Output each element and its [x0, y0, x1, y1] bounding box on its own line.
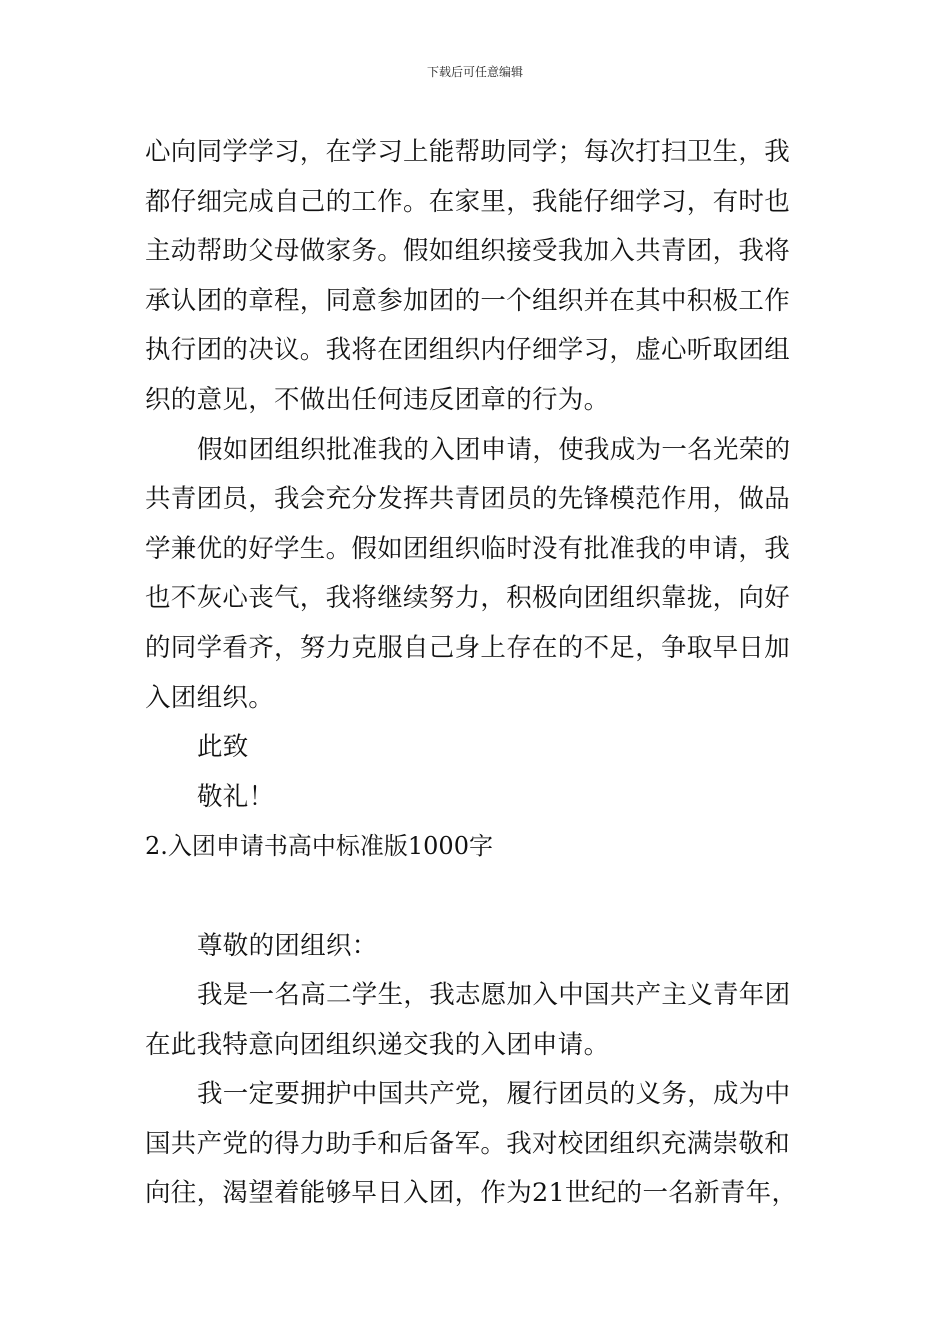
paragraph-line: 也不灰心丧气，我将继续努力，积极向团组织靠拢，向好 [145, 583, 791, 614]
paragraph-line: 主动帮助父母做家务。假如组织接受我加入共青团，我将 [145, 236, 791, 267]
closing-cizhi: 此致 [197, 732, 249, 763]
salutation: 尊敬的团组织： [197, 930, 378, 961]
blank-line [145, 872, 810, 922]
paragraph-line: 在此我特意向团组织递交我的入团申请。 [145, 1029, 610, 1060]
paragraph-line: 共青团员，我会充分发挥共青团员的先锋模范作用，做品 [145, 484, 791, 515]
paragraph-2 [145, 426, 810, 724]
section2-paragraph-2 [145, 1070, 810, 1219]
paragraph-line: 国共产党的得力助手和后备军。我对校团组织充满崇敬和 [145, 1128, 791, 1159]
closing-jingli: 敬礼！ [197, 781, 275, 812]
paragraph-line: 都仔细完成自己的工作。在家里，我能仔细学习，有时也 [145, 186, 791, 217]
paragraph-line: 假如团组织批准我的入团申请，使我成为一名光荣的 [197, 434, 791, 465]
paragraph-line: 入团组织。 [145, 682, 275, 713]
section2-paragraph-1 [145, 971, 810, 1070]
paragraph-line: 向往，渴望着能够早日入团，作为21世纪的一名新青年， [145, 1178, 798, 1209]
section-heading: 2.入团申请书高中标准版1000字 [145, 832, 493, 861]
paragraph-1 [145, 128, 810, 426]
paragraph-line: 我是一名高二学生，我志愿加入中国共产主义青年团 [197, 980, 791, 1011]
paragraph-line: 我一定要拥护中国共产党，履行团员的义务，成为中 [197, 1079, 791, 1110]
paragraph-line: 织的意见，不做出任何违反团章的行为。 [145, 384, 610, 415]
paragraph-line: 心向同学学习，在学习上能帮助同学；每次打扫卫生，我 [145, 137, 791, 167]
paragraph-line: 执行团的决议。我将在团组织内仔细学习，虚心听取团组 [145, 335, 791, 366]
page-header: 下载后可任意编辑 [426, 65, 523, 79]
paragraph-line: 承认团的章程，同意参加团的一个组织并在其中积极工作 [145, 285, 791, 316]
paragraph-line: 的同学看齐，努力克服自己身上存在的不足，争取早日加 [145, 632, 791, 663]
document-body [145, 128, 810, 1219]
paragraph-line: 学兼优的好学生。假如团组织临时没有批准我的申请，我 [145, 533, 791, 564]
